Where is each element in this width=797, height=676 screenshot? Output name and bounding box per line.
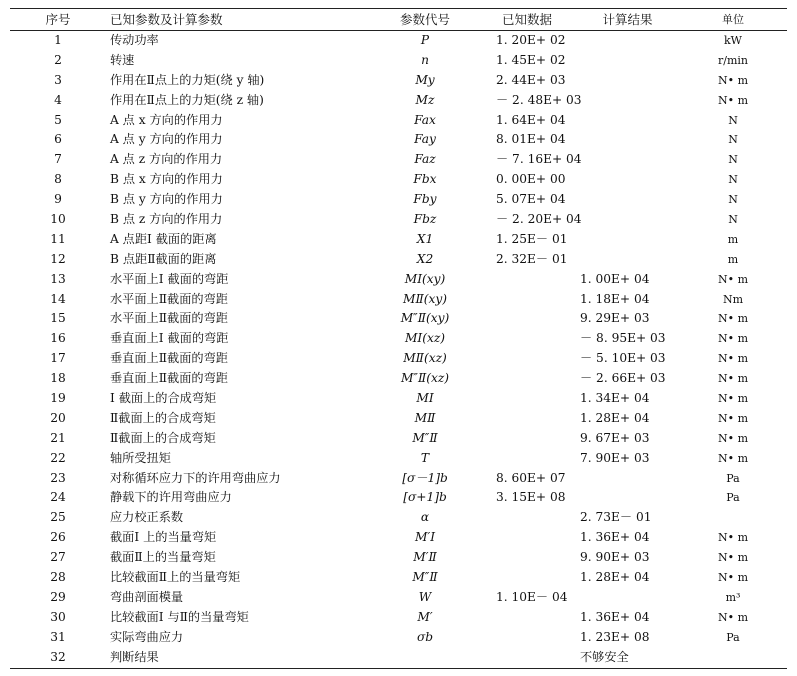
cell-name: A 点 y 方向的作用力: [110, 132, 223, 147]
cell-unit: N• m: [717, 451, 749, 465]
cell-unit: N• m: [717, 531, 749, 545]
cell-name: 垂直面上Ⅰ 截面的弯距: [110, 331, 229, 346]
cell-code: MⅠ(xy): [404, 271, 446, 286]
cell-unit: N• m: [717, 431, 749, 445]
cell-value: － 2. 48E+ 03: [496, 92, 582, 107]
cell-no: 32: [50, 649, 66, 664]
cell-unit: N: [728, 133, 738, 147]
cell-value: 1. 45E+ 02: [496, 52, 566, 67]
cell-no: 27: [50, 550, 66, 565]
table-row: [10, 608, 787, 628]
cell-no: 20: [50, 410, 66, 425]
cell-result: 9. 90E+ 03: [580, 550, 650, 565]
cell-code: P: [420, 33, 430, 47]
cell-name: 截面Ⅰ 上的当量弯矩: [110, 530, 217, 545]
cell-unit: Pa: [726, 491, 740, 505]
cell-name: 比较截面Ⅱ上的当量弯矩: [110, 570, 241, 585]
table-row: [10, 528, 787, 548]
cell-code: My: [415, 72, 435, 87]
cell-no: 2: [54, 52, 62, 67]
table-row: [10, 250, 787, 270]
cell-unit: N• m: [717, 411, 749, 425]
cell-no: 7: [54, 152, 62, 167]
table-row: [10, 449, 787, 469]
table-row: [10, 568, 787, 588]
table-row: [10, 91, 787, 111]
cell-code: M′Ⅰ: [414, 530, 436, 545]
cell-name: A 点 x 方向的作用力: [110, 112, 223, 127]
cell-no: 8: [54, 172, 62, 187]
cell-name: B 点 y 方向的作用力: [110, 192, 223, 207]
cell-code: [σ－1]b: [402, 470, 448, 485]
cell-no: 3: [54, 72, 62, 87]
cell-result: 1. 18E+ 04: [580, 291, 650, 306]
cell-name: 实际弯曲应力: [110, 629, 184, 644]
cell-code: M″Ⅱ(xz): [400, 371, 450, 386]
cell-code: MⅡ(xy): [402, 291, 448, 306]
cell-value: 1. 20E+ 02: [496, 33, 566, 47]
header-code: 参数代号: [399, 12, 450, 27]
table-row: [10, 150, 787, 170]
cell-unit: N: [728, 153, 738, 167]
cell-unit: m: [727, 252, 739, 266]
cell-unit: N• m: [717, 73, 749, 87]
cell-result: 1. 36E+ 04: [580, 530, 650, 545]
cell-unit: m³: [725, 590, 741, 604]
cell-result: 1. 34E+ 04: [580, 391, 650, 406]
cell-unit: N: [728, 193, 738, 207]
table-row: [10, 389, 787, 409]
cell-code: T: [420, 450, 430, 465]
table-row: [10, 71, 787, 91]
cell-unit: N: [728, 173, 738, 187]
table-row: [10, 508, 787, 528]
cell-result: 不够安全: [580, 649, 629, 664]
table-row: [10, 369, 787, 389]
cell-code: M′Ⅱ: [413, 550, 437, 565]
cell-no: 26: [50, 530, 66, 545]
cell-name: A 点距Ⅰ 截面的距离: [110, 231, 217, 246]
cell-no: 29: [50, 589, 66, 604]
cell-name: 水平面上Ⅱ截面的弯距: [110, 311, 228, 326]
cell-result: 1. 00E+ 04: [580, 271, 650, 286]
table-row: [10, 170, 787, 190]
table-row: [10, 31, 787, 51]
cell-name: 传动功率: [110, 33, 159, 47]
cell-name: B 点 x 方向的作用力: [110, 172, 223, 187]
cell-code: Fay: [414, 132, 436, 147]
table-row: [10, 130, 787, 150]
header-unit: 单位: [722, 13, 744, 26]
table-row: [10, 349, 787, 369]
cell-code: Fbz: [413, 212, 437, 227]
cell-code: M′: [417, 609, 433, 624]
cell-no: 16: [50, 331, 66, 346]
table-row: [10, 309, 787, 329]
cell-name: 轴所受扭矩: [110, 450, 171, 465]
cell-code: X1: [416, 231, 434, 246]
cell-code: Fbx: [413, 172, 437, 187]
cell-code: Mz: [415, 92, 435, 107]
cell-no: 31: [50, 629, 66, 644]
cell-name: 比较截面Ⅰ 与Ⅱ的当量弯矩: [110, 609, 249, 624]
cell-name: Ⅱ截面上的合成弯矩: [110, 430, 216, 445]
cell-code: X2: [416, 251, 434, 266]
table-row: [10, 190, 787, 210]
cell-value: 8. 01E+ 04: [496, 132, 566, 147]
cell-no: 23: [50, 470, 66, 485]
cell-code: MⅡ(xz): [403, 351, 447, 366]
cell-result: 9. 29E+ 03: [580, 311, 650, 326]
header-result: 计算结果: [602, 12, 653, 27]
cell-unit: r/min: [718, 53, 748, 67]
cell-unit: m: [727, 232, 739, 246]
cell-name: 垂直面上Ⅱ截面的弯距: [110, 351, 228, 366]
table-row: [10, 469, 787, 489]
cell-name: 静载下的许用弯曲应力: [110, 490, 232, 505]
cell-name: Ⅰ 截面上的合成弯矩: [110, 391, 217, 406]
cell-code: Faz: [414, 152, 436, 167]
cell-unit: Pa: [726, 630, 740, 644]
cell-unit: N• m: [717, 610, 749, 624]
cell-name: B 点距Ⅱ截面的距离: [110, 251, 217, 266]
cell-no: 21: [50, 430, 66, 445]
cell-code: M″Ⅱ: [412, 570, 438, 585]
cell-no: 4: [54, 92, 62, 107]
cell-no: 30: [50, 609, 66, 624]
table-row: [10, 230, 787, 250]
cell-unit: N• m: [717, 272, 749, 286]
cell-unit: N• m: [717, 551, 749, 565]
cell-result: 1. 36E+ 04: [580, 609, 650, 624]
cell-value: － 2. 20E+ 04: [496, 212, 582, 227]
cell-name: 转速: [110, 52, 135, 67]
cell-unit: kW: [724, 34, 742, 47]
cell-unit: N• m: [717, 312, 749, 326]
cell-no: 25: [50, 510, 66, 525]
cell-no: 12: [50, 251, 66, 266]
cell-value: 1. 25E－ 01: [496, 231, 568, 246]
cell-result: 1. 23E+ 08: [580, 629, 650, 644]
table-row: [10, 329, 787, 349]
table-row: [10, 429, 787, 449]
cell-name: 判断结果: [110, 649, 159, 664]
header-name: 已知参数及计算参数: [110, 12, 223, 27]
cell-no: 6: [54, 132, 62, 147]
cell-result: 7. 90E+ 03: [580, 450, 650, 465]
cell-no: 1: [54, 33, 62, 47]
cell-code: Fby: [413, 192, 437, 207]
cell-no: 14: [50, 291, 66, 306]
cell-name: A 点 z 方向的作用力: [110, 152, 223, 167]
cell-name: 对称循环应力下的许用弯曲应力: [110, 470, 281, 485]
cell-unit: N• m: [717, 571, 749, 585]
cell-name: 作用在Ⅱ点上的力矩(绕 z 轴): [110, 92, 264, 107]
cell-result: － 8. 95E+ 03: [580, 331, 666, 346]
cell-unit: N: [728, 113, 738, 127]
cell-no: 17: [50, 351, 66, 366]
cell-no: 10: [50, 212, 66, 227]
cell-result: － 5. 10E+ 03: [580, 351, 666, 366]
header-no: 序号: [45, 12, 71, 27]
cell-name: 截面Ⅱ上的当量弯矩: [110, 550, 216, 565]
cell-value: 0. 00E+ 00: [496, 172, 566, 187]
table-row: [10, 588, 787, 608]
table-row: [10, 409, 787, 429]
parameter-table: [10, 8, 787, 669]
cell-unit: Pa: [726, 471, 740, 485]
table-row: [10, 51, 787, 71]
cell-value: 3. 15E+ 08: [496, 490, 566, 505]
cell-result: － 2. 66E+ 03: [580, 371, 666, 386]
cell-no: 28: [50, 570, 66, 585]
cell-value: 2. 44E+ 03: [496, 72, 566, 87]
cell-no: 15: [50, 311, 66, 326]
cell-result: 9. 67E+ 03: [580, 430, 650, 445]
cell-value: 8. 60E+ 07: [496, 470, 566, 485]
table-row: [10, 210, 787, 230]
cell-name: 作用在Ⅱ点上的力矩(绕 y 轴): [110, 72, 265, 87]
table-header: [10, 9, 787, 31]
cell-no: 5: [54, 112, 62, 127]
header-value: 已知数据: [501, 12, 552, 27]
cell-unit: N• m: [717, 352, 749, 366]
cell-code: MⅡ: [414, 410, 436, 425]
cell-unit: N• m: [717, 332, 749, 346]
cell-no: 19: [50, 391, 66, 406]
cell-code: W: [418, 589, 432, 604]
cell-no: 11: [50, 231, 66, 246]
cell-no: 22: [50, 450, 66, 465]
cell-result: 1. 28E+ 04: [580, 410, 650, 425]
cell-code: σb: [416, 629, 434, 644]
cell-unit: N• m: [717, 372, 749, 386]
cell-code: MⅠ(xz): [404, 331, 446, 346]
cell-no: 24: [50, 490, 66, 505]
cell-unit: Nm: [722, 292, 744, 306]
cell-code: [σ+1]b: [403, 490, 447, 505]
cell-value: － 7. 16E+ 04: [496, 152, 582, 167]
table-row: [10, 548, 787, 568]
table-row: [10, 111, 787, 131]
table-row: [10, 270, 787, 290]
cell-unit: N: [728, 213, 738, 227]
cell-no: 9: [54, 192, 62, 207]
cell-name: 弯曲剖面模量: [110, 589, 184, 604]
cell-name: 垂直面上Ⅱ截面的弯距: [110, 371, 228, 386]
cell-result: 1. 28E+ 04: [580, 570, 650, 585]
cell-name: 水平面上Ⅰ 截面的弯距: [110, 271, 229, 286]
cell-result: 2. 73E－ 01: [580, 510, 652, 525]
table-row: [10, 648, 787, 668]
cell-name: Ⅱ截面上的合成弯矩: [110, 410, 216, 425]
cell-code: M″Ⅱ: [412, 430, 438, 445]
cell-value: 1. 64E+ 04: [496, 112, 566, 127]
table-body: [10, 31, 787, 668]
table-row: [10, 290, 787, 310]
cell-value: 1. 10E－ 04: [496, 589, 568, 604]
table-row: [10, 488, 787, 508]
cell-name: 应力校正系数: [110, 510, 184, 525]
cell-value: 2. 32E－ 01: [496, 251, 568, 266]
cell-no: 18: [50, 371, 66, 386]
cell-code: M″Ⅱ(xy): [400, 311, 450, 326]
cell-unit: N• m: [717, 93, 749, 107]
cell-unit: N• m: [717, 392, 749, 406]
cell-code: α: [420, 510, 430, 525]
cell-name: 水平面上Ⅱ截面的弯距: [110, 291, 228, 306]
cell-code: MⅠ: [416, 391, 434, 406]
cell-code: n: [421, 52, 429, 67]
cell-code: Fax: [414, 112, 436, 127]
cell-name: B 点 z 方向的作用力: [110, 212, 223, 227]
table-row: [10, 628, 787, 648]
cell-value: 5. 07E+ 04: [496, 192, 566, 207]
cell-no: 13: [50, 271, 66, 286]
